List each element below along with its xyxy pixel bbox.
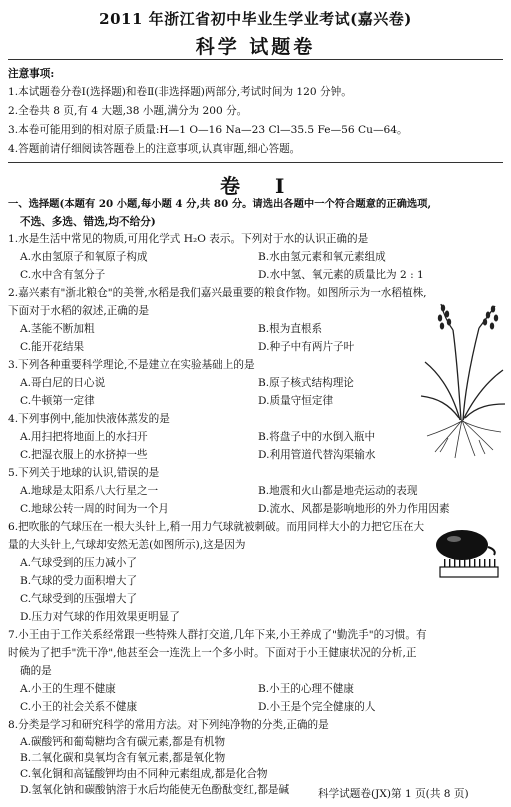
option-d: D.小王是个完全健康的人 (258, 701, 376, 713)
section-title: 卷 Ⅰ (220, 174, 299, 198)
exam-title: 2011 年浙江省初中毕业生学业考试(嘉兴卷) (99, 10, 412, 28)
option-d: D.压力对气球的作用效果更明显了 (20, 611, 180, 623)
option-c: C.地球公转一周的时间为一个月 (20, 503, 169, 515)
option-d: D.氢氧化钠和碳酸钠溶于水后均能使无色酚酞变红,都是碱 (20, 784, 290, 796)
option-d: D.种子中有两片子叶 (258, 341, 355, 353)
part1-heading-cont: 不选、多选、错选,均不给分) (20, 216, 156, 228)
option-b: B.气球的受力面积增大了 (20, 575, 138, 587)
question-stem-cont: 时候为了把手"洗干净",他甚至会一连洗上一个多小时。下面对于小王健康状况的分析,正 (8, 647, 417, 659)
question-stem: 5.下列关于地球的认识,错误的是 (8, 467, 160, 479)
option-b: B.根为直根系 (258, 323, 323, 335)
option-d: D.利用管道代替沟渠输水 (258, 449, 376, 461)
option-c: C.氧化铜和高锰酸钾均由不同种元素组成,都是化合物 (20, 768, 268, 780)
balloon-on-pins-illustration (432, 525, 506, 580)
rice-plant-illustration (413, 300, 509, 460)
part1-heading: 一、选择题(本题有 20 小题,每小题 4 分,共 80 分。请选出各题中一个符合题意的正确选项, (8, 198, 432, 210)
option-b: B.二氧化碳和臭氧均含有氧元素,都是氧化物 (20, 752, 226, 764)
question-stem-cont: 量的大头针上,气球却安然无恙(如图所示),这是因为 (8, 539, 246, 551)
question-stem: 3.下列各种重要科学理论,不是建立在实验基础上的是 (8, 359, 255, 371)
option-a: A.哥白尼的日心说 (20, 377, 106, 389)
option-c: C.把湿衣服上的水挤掉一些 (20, 449, 148, 461)
note-item: 4.答题前请仔细阅读答题卷上的注意事项,认真审题,细心答题。 (8, 143, 301, 155)
note-item: 1.本试题卷分卷Ⅰ(选择题)和卷Ⅱ(非选择题)两部分,考试时间为 120 分钟。 (8, 86, 352, 98)
option-d: D.水中氢、氧元素的质量比为 2 : 1 (258, 269, 424, 281)
notes-divider (8, 162, 503, 163)
header-divider (8, 59, 503, 60)
question-stem: 8.分类是学习和研究科学的常用方法。对下列纯净物的分类,正确的是 (8, 719, 329, 731)
option-b: B.水由氢元素和氧元素组成 (258, 251, 386, 263)
option-c: C.能开花结果 (20, 341, 85, 353)
notes-heading: 注意事项: (8, 68, 55, 80)
option-d: D.质量守恒定律 (258, 395, 334, 407)
question-stem: 4.下列事例中,能加快液体蒸发的是 (8, 413, 170, 425)
exam-subtitle: 科学 试题卷 (195, 36, 316, 58)
option-a: A.碳酸钙和葡萄糖均含有碳元素,都是有机物 (20, 736, 226, 748)
question-stem: 2.嘉兴素有"浙北粮仓"的美誉,水稻是我们嘉兴最重要的粮食作物。如图所示为一水稻植株, (8, 287, 427, 299)
note-item: 2.全卷共 8 页,有 4 大题,38 小题,满分为 200 分。 (8, 105, 248, 117)
option-a: A.水由氢原子和氧原子构成 (20, 251, 148, 263)
option-b: B.将盘子中的水倒入瓶中 (258, 431, 376, 443)
question-stem-cont: 下面对于水稻的叙述,正确的是 (8, 305, 150, 317)
option-c: C.气球受到的压强增大了 (20, 593, 138, 605)
page-footer: 科学试题卷(JX)第 1 页(共 8 页) (318, 788, 469, 800)
question-stem: 7.小王由于工作关系经常跟一些特殊人群打交道,几年下来,小王养成了"勤洗手"的习惯。有 (8, 629, 427, 641)
option-c: C.牛顿第一定律 (20, 395, 95, 407)
question-stem: 6.把吹胀的气球压在一根大头针上,稍一用力气球就被刺破。而用同样大小的力把它压在大 (8, 521, 425, 533)
note-item: 3.本卷可能用到的相对原子质量:H—1 O—16 Na—23 Cl—35.5 Fe—56 Cu—64。 (8, 124, 408, 136)
option-a: A.小王的生理不健康 (20, 683, 116, 695)
option-c: C.水中含有氢分子 (20, 269, 106, 281)
question-stem-cont: 确的是 (20, 665, 52, 677)
option-a: A.气球受到的压力减小了 (20, 557, 137, 569)
option-d: D.流水、风都是影响地形的外力作用因素 (258, 503, 450, 515)
option-a: A.用扫把将地面上的水扫开 (20, 431, 148, 443)
option-a: A.茎能不断加粗 (20, 323, 95, 335)
option-c: C.小王的社会关系不健康 (20, 701, 138, 713)
option-b: B.地震和火山都是地壳运动的表现 (258, 485, 418, 497)
option-b: B.原子核式结构理论 (258, 377, 354, 389)
option-a: A.地球是太阳系八大行星之一 (20, 485, 159, 497)
option-b: B.小王的心理不健康 (258, 683, 354, 695)
question-stem: 1.水是生活中常见的物质,可用化学式 H₂O 表示。下列对于水的认识正确的是 (8, 233, 369, 245)
